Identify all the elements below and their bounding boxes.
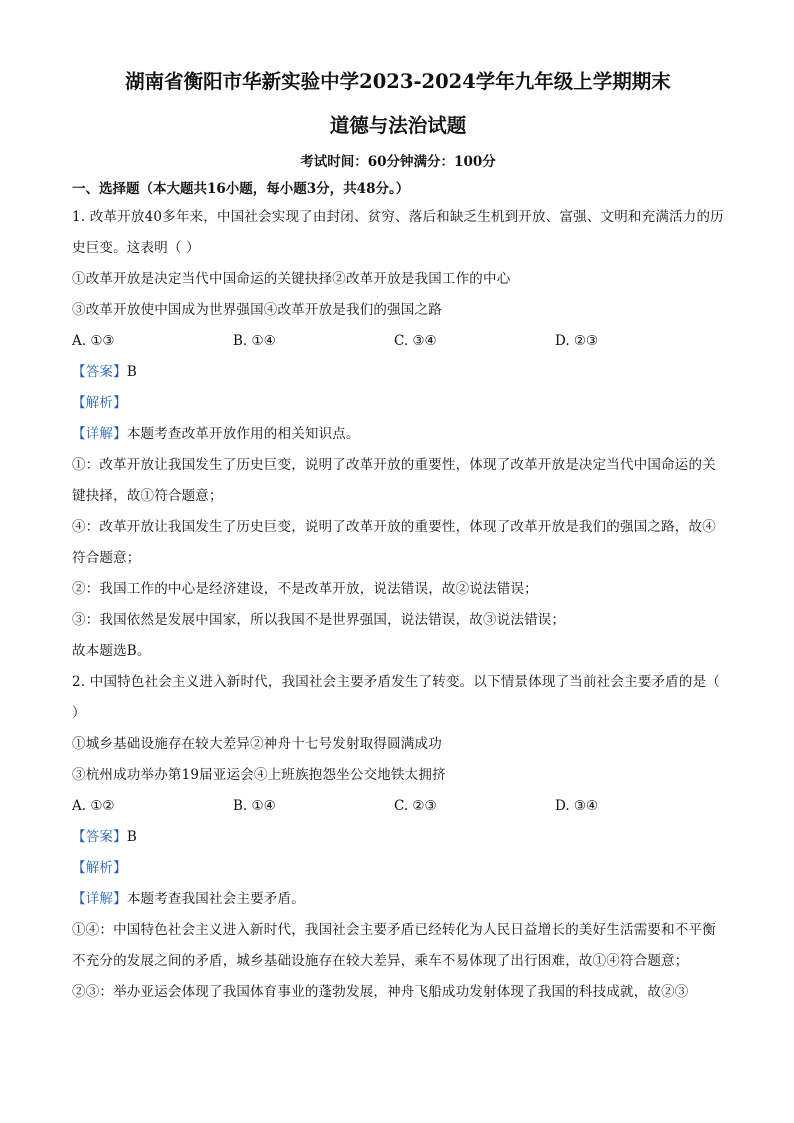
question-1 (72, 202, 724, 667)
document-page (72, 68, 724, 1008)
question-item-line: ③改革开放使中国成为世界强国④改革开放是我们的强国之路 (72, 302, 442, 318)
answer-value: B (126, 829, 137, 845)
option-a: A. ①② (72, 798, 115, 814)
question-stem: 2. 中国特色社会主义进入新时代，我国社会主要矛盾发生了转变。以下情景体现了当前社会主要矛盾的是（ ） (72, 674, 720, 721)
option-c: C. ②③ (394, 798, 437, 814)
explanation-paragraph: ②③：举办亚运会体现了我国体育事业的蓬勃发展，神舟飞船成功发射体现了我国的科技成就，故②③ (72, 984, 689, 1000)
option-d: D. ②③ (555, 333, 599, 349)
section-heading-choice: 一、选择题（本大题共16小题，每小题3分，共48分。） (72, 181, 410, 197)
option-row (72, 326, 724, 357)
option-b: B. ①④ (233, 333, 276, 349)
question-item-line: ①改革开放是决定当代中国命运的关键抉择②改革开放是我国工作的中心 (72, 271, 511, 287)
analysis-line (72, 388, 724, 419)
option-row (72, 791, 724, 822)
option-c: C. ③④ (394, 333, 437, 349)
answer-value: B (126, 364, 137, 380)
detail-line (72, 419, 724, 450)
detail-intro: 本题考查改革开放作用的相关知识点。 (126, 426, 360, 442)
answer-line (72, 822, 724, 853)
detail-tag: 【详解】 (72, 426, 127, 442)
explanation-paragraph: ①④：中国特色社会主义进入新时代，我国社会主要矛盾已经转化为人民日益增长的美好生活需要和不平衡不充分的发展之间的矛盾，城乡基础设施存在较大差异，乘车不易体现了出行困难，故①④符合题意； (72, 922, 716, 969)
explanation-paragraph: ①：改革开放让我国发生了历史巨变，说明了改革开放的重要性，体现了改革开放是决定当代中国命运的关键抉择，故①符合题意； (72, 457, 716, 504)
detail-line (72, 884, 724, 915)
option-d: D. ③④ (555, 798, 599, 814)
detail-intro: 本题考查我国社会主要矛盾。 (126, 891, 305, 907)
detail-tag: 【详解】 (72, 891, 127, 907)
explanation-paragraph: ④：改革开放让我国发生了历史巨变，说明了改革开放的重要性，体现了改革开放是我们的强国之路，故④符合题意； (72, 519, 716, 566)
question-2 (72, 667, 724, 1008)
explanation-paragraph: ②：我国工作的中心是经济建设，不是改革开放，说法错误，故②说法错误； (72, 581, 538, 597)
question-item-line: ①城乡基础设施存在较大差异②神舟十七号发射取得圆满成功 (72, 736, 442, 752)
analysis-tag: 【解析】 (72, 860, 127, 876)
analysis-tag: 【解析】 (72, 395, 127, 411)
answer-line (72, 357, 724, 388)
document-title-line2: 道德与法治试题 (329, 114, 467, 137)
option-b: B. ①④ (233, 798, 276, 814)
question-item-line: ③杭州成功举办第19届亚运会④上班族抱怨坐公交地铁太拥挤 (72, 767, 446, 783)
conclusion-line: 故本题选B。 (72, 643, 151, 659)
question-stem: 1. 改革开放40多年来，中国社会实现了由封闭、贫穷、落后和缺乏生机到开放、富强、文明和充满活力的历史巨变。这表明（ ） (72, 209, 724, 256)
answer-tag: 【答案】 (72, 829, 127, 845)
explanation-paragraph: ③：我国依然是发展中国家，所以我国不是世界强国，说法错误，故③说法错误； (72, 612, 566, 628)
exam-info: 考试时间：60分钟满分：100分 (300, 154, 496, 170)
document-title-line1: 湖南省衡阳市华新实验中学2023-2024学年九年级上学期期末 (125, 70, 671, 93)
option-a: A. ①③ (72, 333, 115, 349)
answer-tag: 【答案】 (72, 364, 127, 380)
analysis-line (72, 853, 724, 884)
